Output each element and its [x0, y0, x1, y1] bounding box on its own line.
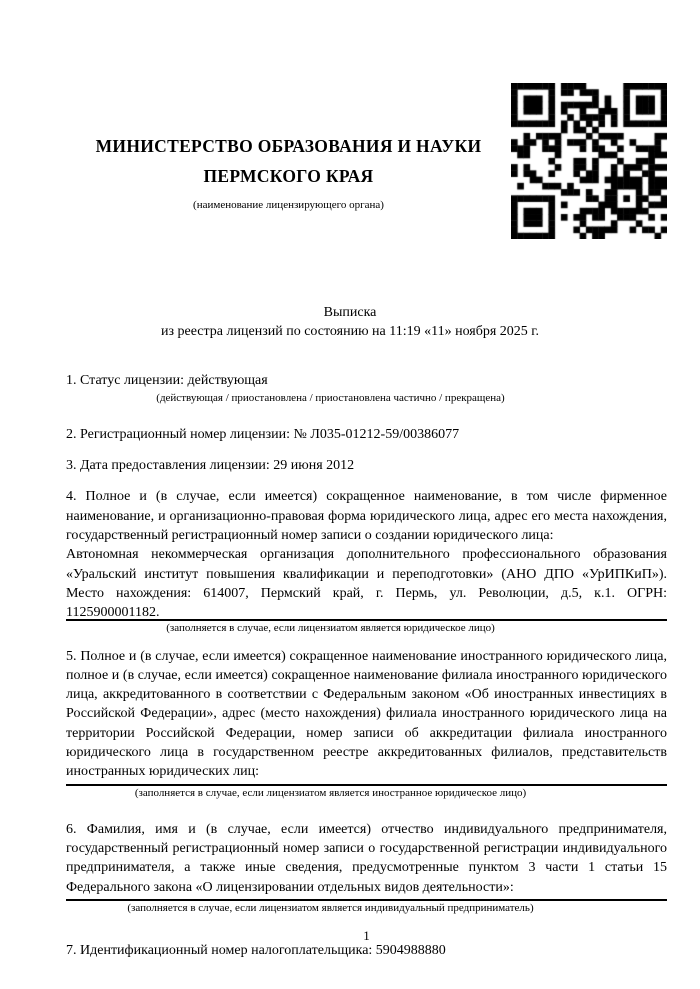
document-title — [0, 303, 700, 342]
entrepreneur-statement: 6. Фамилия, имя и (в случае, если имеется) отчество индивидуального предпринимателя, государственный регистрационный номер записи о государственной регистрации индивидуального предпринимателя, а также иные сведения, предусмотренные пунктом 3 части 1 статьи 15 Федерального закона «О лицензировании отдельных видов деятельности»: — [66, 821, 667, 895]
foreign-entity-underline — [66, 784, 667, 786]
field-registration-number — [66, 425, 667, 444]
legal-entity-value: Автономная некоммерческая организация дополнительного профессионального образования «Уральский институт повышения квалификации и переподготовки» (АНО ДПО «УрИПКиП»). Место нахождения: 614007, Пермский край, г. Пермь, ул. Революции, д.5, к.1. ОГРН: 1125900001182. — [66, 547, 667, 621]
license-status-caption: (действующая / приостановлена / приостановлена частично / прекращена) — [156, 391, 505, 404]
entrepreneur-underline — [66, 899, 667, 901]
foreign-entity-caption: (заполняется в случае, если лицензиатом является иностранное юридическое лицо) — [134, 786, 527, 799]
field-license-status — [66, 371, 667, 405]
ministry-name-line1: МИНИСТЕРСТВО ОБРАЗОВАНИЯ И НАУКИ — [95, 136, 482, 156]
qr-code — [511, 83, 667, 239]
license-status-text: 1. Статус лицензии: действующая — [66, 372, 268, 388]
field-inn — [66, 941, 667, 960]
document-title-line1: Выписка — [323, 305, 377, 320]
ministry-name-caption: (наименование лицензирующего органа) — [193, 199, 384, 211]
legal-entity-caption: (заполняется в случае, если лицензиатом является юридическое лицо) — [166, 621, 495, 634]
document-body — [66, 303, 667, 960]
document-header — [66, 83, 667, 239]
legal-entity-statement: 4. Полное и (в случае, если имеется) сокращенное наименование, в том числе фирменное наименование, и организационно-правовая форма юридического лица, адрес его места нахождения, государственный регистрационный номер записи о создании юридического лица: — [66, 489, 667, 544]
registration-number-text: 2. Регистрационный номер лицензии: № Л035-01212-59/00386077 — [66, 426, 460, 442]
grant-date-text: 3. Дата предоставления лицензии: 29 июня 2012 — [66, 458, 355, 474]
ministry-name-line2: ПЕРМСКОГО КРАЯ — [203, 166, 374, 186]
entrepreneur-caption: (заполняется в случае, если лицензиатом является индивидуальный предприниматель) — [127, 901, 534, 914]
field-grant-date — [66, 456, 667, 475]
inn-text: 7. Идентификационный номер налогоплательщика: 5904988880 — [66, 942, 446, 958]
licensing-authority-block — [66, 83, 511, 212]
foreign-entity-statement: 5. Полное и (в случае, если имеется) сокращенное наименование иностранного юридического лица, полное и (в случае, если имеется) сокращенное наименование филиала иностранного юридического лица, аккредитованного в соответствии с Федеральным законом «Об иностранных инвестициях в Российской Федерации», адрес (место нахождения) филиала иностранного юридического лица на территории Российской Федерации, номер записи об аккредитации филиала иностранного юридического лица в государственном реестре аккредитованных филиалов, представительств иностранных юридических лиц: — [66, 648, 667, 780]
document-title-line2: из реестра лицензий по состоянию на 11:19 «11» ноября 2025 г. — [161, 324, 539, 340]
field-entrepreneur — [66, 820, 667, 915]
field-foreign-entity — [66, 647, 667, 800]
page-number: 1 — [363, 928, 370, 943]
field-legal-entity — [66, 487, 667, 634]
